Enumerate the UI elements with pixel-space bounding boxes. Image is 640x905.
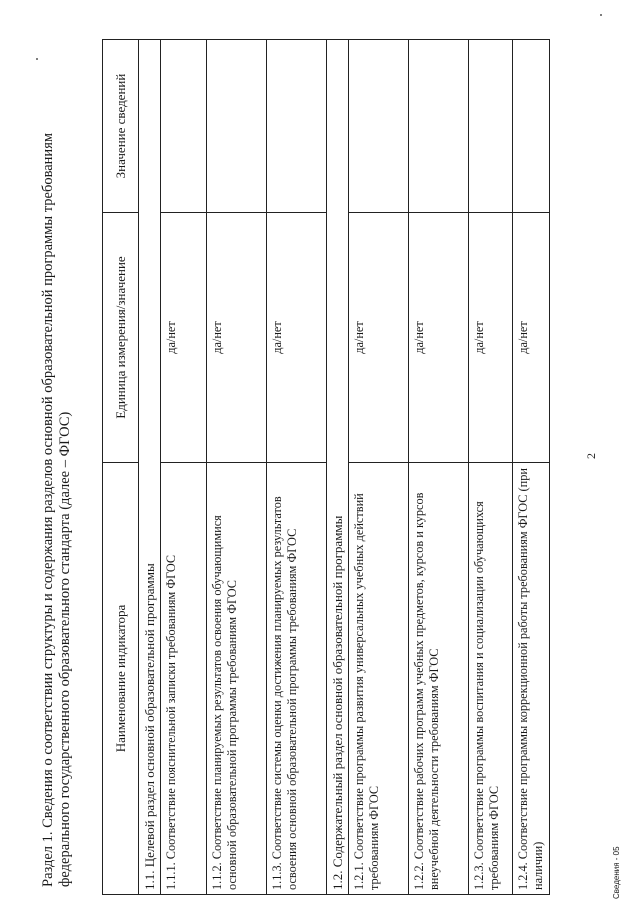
indicator-name: 1.2.3. Соответствие программы воспитания и социализации обучающихся требованиям ФГОС xyxy=(469,463,513,895)
section-heading xyxy=(40,27,74,887)
indicator-unit: да/нет xyxy=(207,213,267,463)
indicator-name: 1.1.2. Соответствие планируемых результатов освоения обучающимися основной образовательной программы требованиям ФГОС xyxy=(207,463,267,895)
col-header-unit: Единица измерения/значение xyxy=(103,213,139,463)
indicator-value xyxy=(207,40,267,213)
section-row-1-2 xyxy=(327,40,349,895)
indicator-unit: да/нет xyxy=(513,213,550,463)
section-title: 1.2. Содержательный раздел основной образовательной программы xyxy=(327,40,349,895)
table-row xyxy=(267,40,327,895)
table-row xyxy=(513,40,550,895)
indicator-value xyxy=(409,40,469,213)
indicator-value xyxy=(349,40,409,213)
indicators-table xyxy=(102,39,550,895)
heading-line-2: федерального государственного образовательного стандарта (далее – ФГОС) xyxy=(57,411,73,887)
scan-speck xyxy=(36,58,38,60)
col-header-value: Значение сведений xyxy=(103,40,139,213)
indicator-name: 1.2.1. Соответствие программы развития универсальных учебных действий требованиям ФГОС xyxy=(349,463,409,895)
table-row xyxy=(469,40,513,895)
form-code-label: Сведения - 05 xyxy=(612,846,621,899)
indicator-name: 1.1.1. Соответствие пояснительной записки требованиям ФГОС xyxy=(161,463,207,895)
indicator-value xyxy=(469,40,513,213)
indicator-name: 1.1.3. Соответствие системы оценки достижения планируемых результатов освоения основной образовательной программы требованиям ФГОС xyxy=(267,463,327,895)
page-number: 2 xyxy=(584,453,598,459)
indicator-name: 1.2.2. Соответствие рабочих программ учебных предметов, курсов и курсов внеучебной деятельности требованиям ФГОС xyxy=(409,463,469,895)
heading-line-1: Раздел 1. Сведения о соответствии структуры и содержания разделов основной образовательной программы требованиям xyxy=(40,132,56,887)
indicator-value xyxy=(267,40,327,213)
section-row-1-1 xyxy=(139,40,161,895)
table-row xyxy=(349,40,409,895)
indicator-unit: да/нет xyxy=(349,213,409,463)
indicator-name: 1.2.4. Соответствие программы коррекционной работы требованиям ФГОС (при наличии) xyxy=(513,463,550,895)
indicator-unit: да/нет xyxy=(409,213,469,463)
indicator-unit: да/нет xyxy=(469,213,513,463)
table-row xyxy=(409,40,469,895)
indicator-unit: да/нет xyxy=(161,213,207,463)
indicator-unit: да/нет xyxy=(267,213,327,463)
indicator-value xyxy=(161,40,207,213)
section-title: 1.1. Целевой раздел основной образовательной программы xyxy=(139,40,161,895)
indicator-value xyxy=(513,40,550,213)
scan-speck xyxy=(600,14,602,16)
table-row xyxy=(207,40,267,895)
col-header-indicator: Наименование индикатора xyxy=(103,463,139,895)
table-header-row xyxy=(103,40,139,895)
table-row xyxy=(161,40,207,895)
